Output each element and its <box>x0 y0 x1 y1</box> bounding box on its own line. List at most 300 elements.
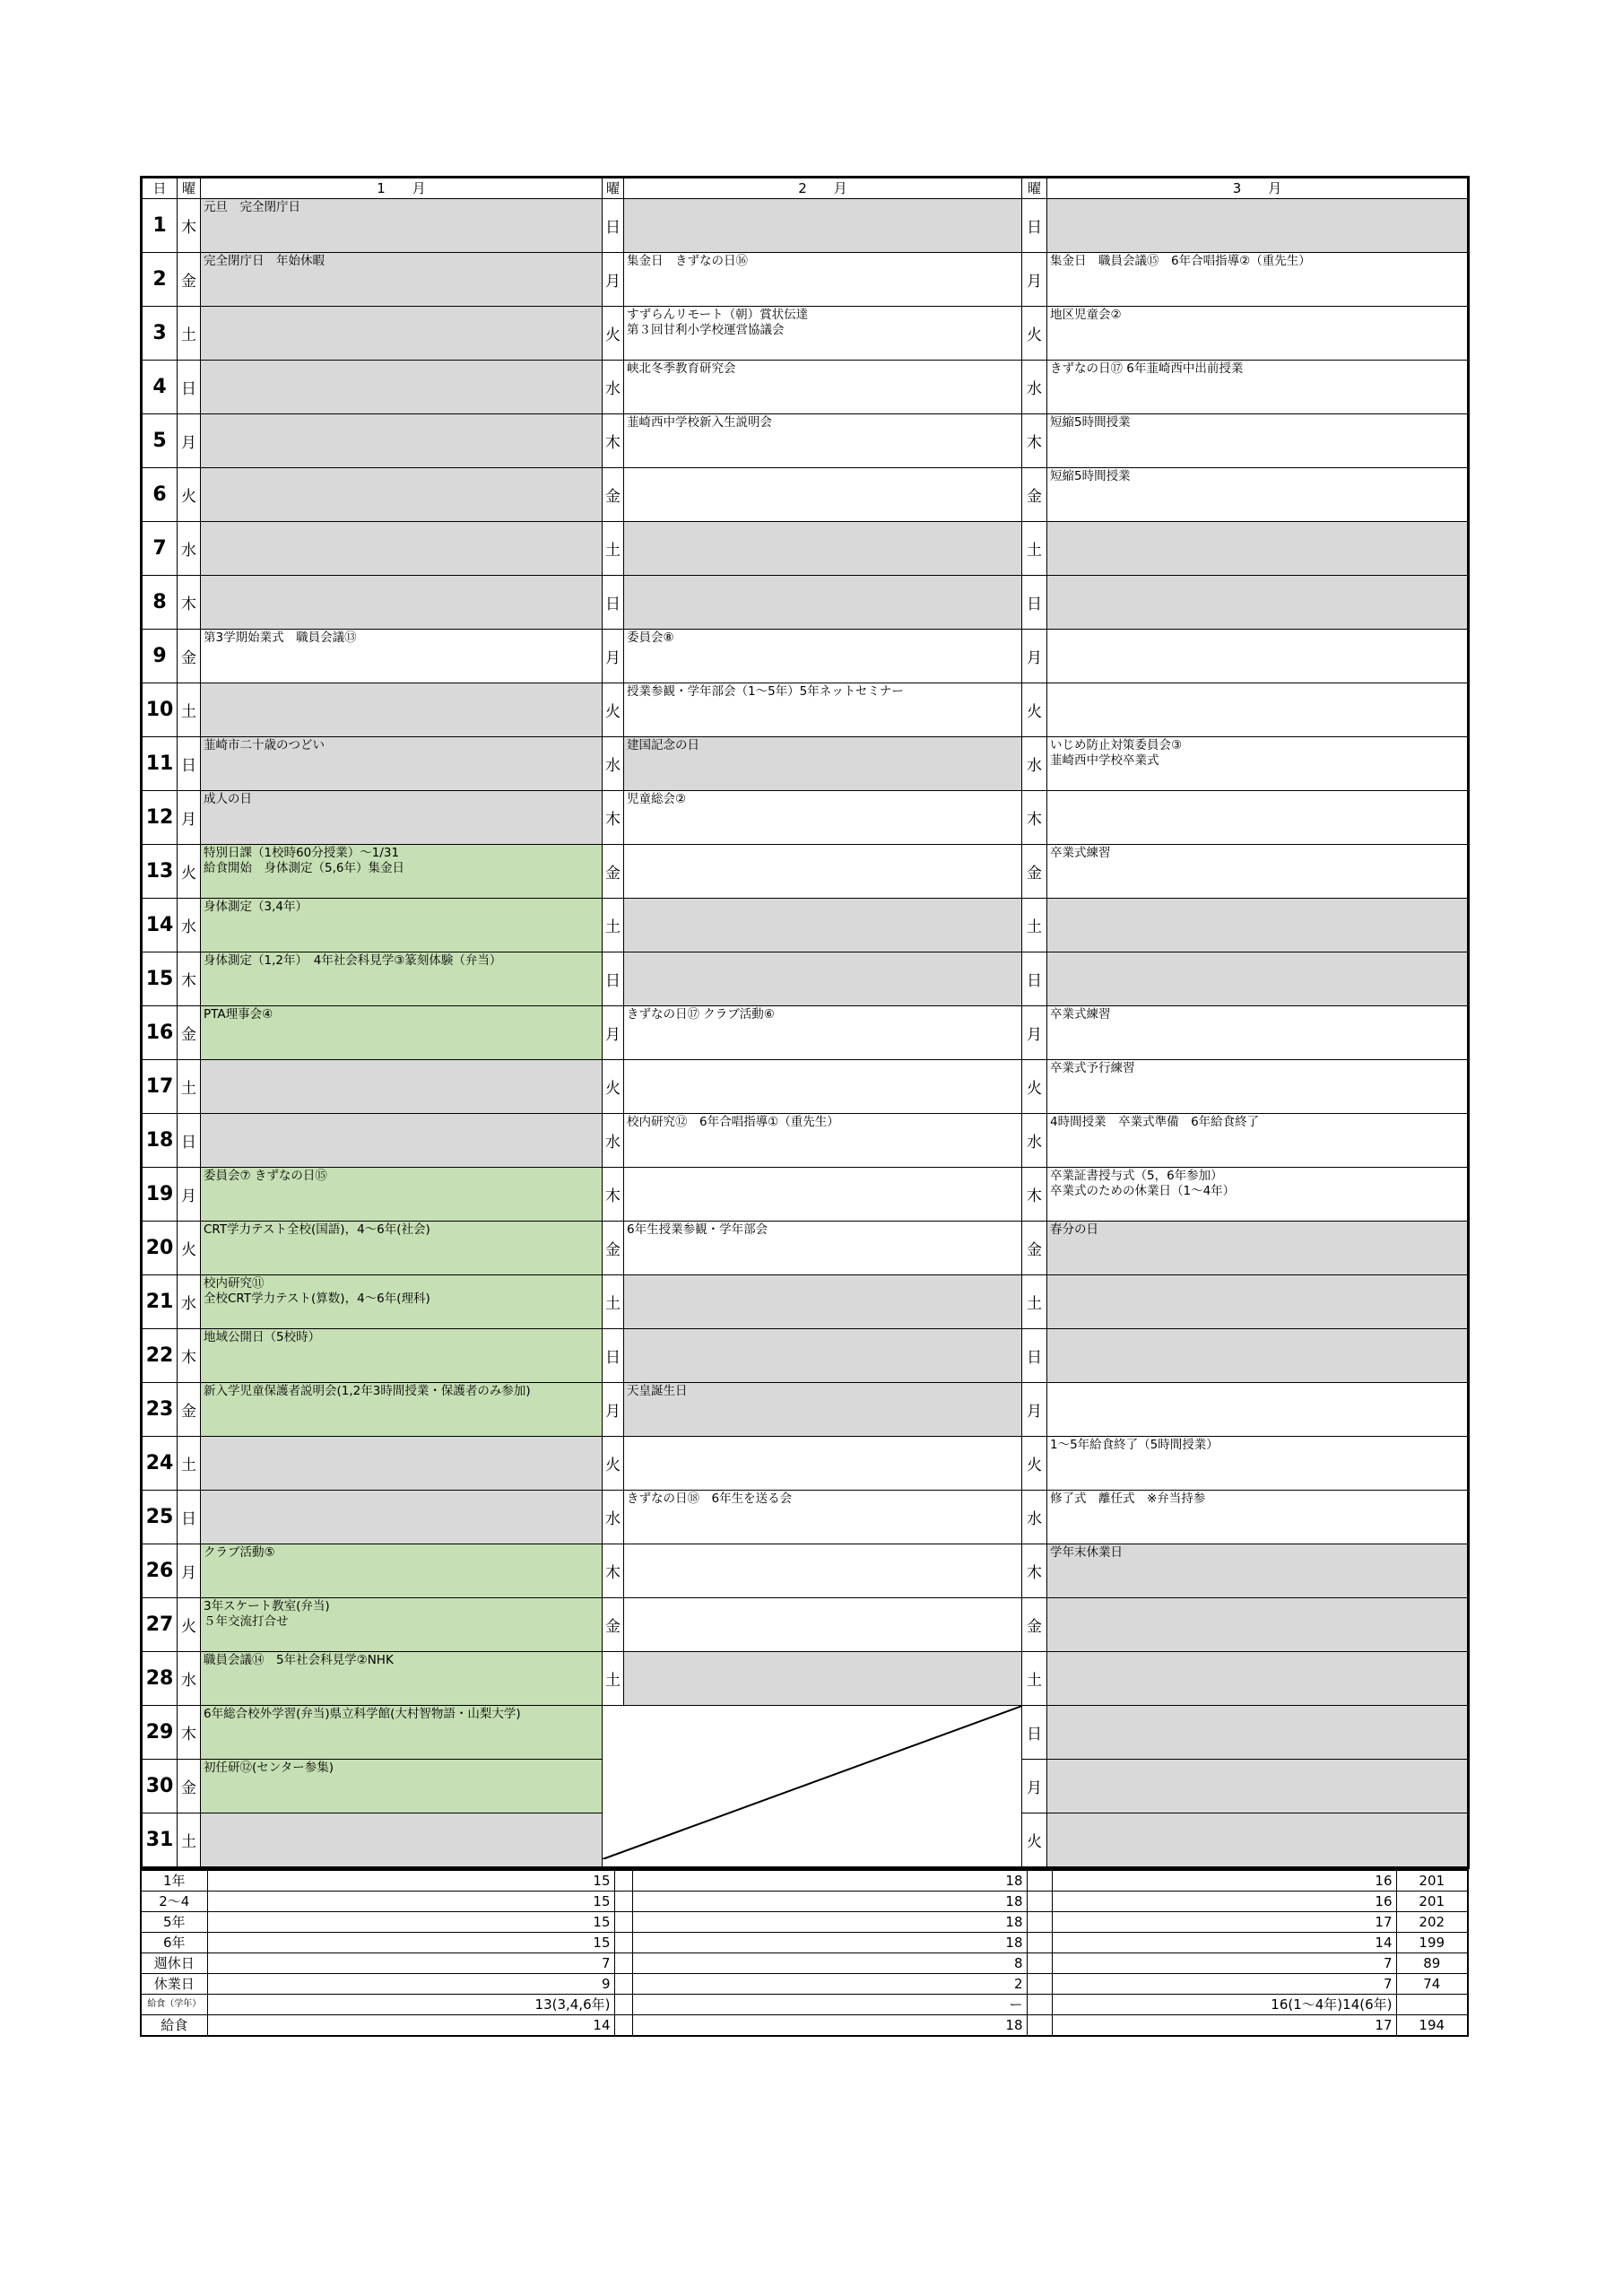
day-row <box>142 1114 1469 1168</box>
january-weekday: 土 <box>178 1813 201 1868</box>
january-events <box>201 791 603 845</box>
february-weekday: 水 <box>603 1491 624 1544</box>
january-weekday: 日 <box>178 737 201 791</box>
summary-row <box>141 1995 1468 2015</box>
january-weekday: 日 <box>178 1114 201 1168</box>
summary-total: 74 <box>1396 1974 1468 1995</box>
summary-label: 1年 <box>141 1870 207 1892</box>
january-weekday: 木 <box>178 1706 201 1760</box>
january-events <box>201 361 603 414</box>
day-row <box>142 253 1469 307</box>
summary-january: 13(3,4,6年) <box>207 1995 614 2015</box>
summary-row <box>141 1912 1468 1933</box>
february-events <box>624 199 1022 253</box>
event-line: 集金日 きずなの日⑯ <box>627 254 748 268</box>
spacer <box>1027 1912 1052 1933</box>
day-number: 8 <box>142 576 178 630</box>
january-weekday: 木 <box>178 952 201 1006</box>
march-weekday: 土 <box>1022 1652 1047 1706</box>
day-row <box>142 1706 1469 1760</box>
event-line: 学年末休業日 <box>1050 1545 1123 1560</box>
event-line: 特別日課（1校時60分授業）～1/31 <box>204 846 400 860</box>
february-weekday: 火 <box>603 307 624 361</box>
day-number: 19 <box>142 1168 178 1222</box>
summary-total: 201 <box>1396 1892 1468 1912</box>
march-events <box>1047 253 1469 307</box>
march-events <box>1047 1006 1469 1060</box>
january-weekday: 日 <box>178 1491 201 1544</box>
event-line: 卒業式練習 <box>1050 1007 1111 1022</box>
calendar-table <box>140 176 1470 1869</box>
header-row <box>142 178 1469 199</box>
event-line: 委員会⑦ きずなの日⑮ <box>204 1169 327 1183</box>
event-line: 韮崎西中学校卒業式 <box>1050 753 1159 768</box>
event-line: 完全閉庁日 年始休暇 <box>204 254 325 268</box>
march-weekday: 木 <box>1022 791 1047 845</box>
march-weekday: 月 <box>1022 630 1047 683</box>
event-line: きずなの日⑰ 6年韮崎西中出前授業 <box>1050 361 1244 376</box>
summary-label: 5年 <box>141 1912 207 1933</box>
january-weekday: 水 <box>178 522 201 576</box>
event-line: 給食開始 身体測定（5,6年）集金日 <box>204 861 404 875</box>
day-number: 28 <box>142 1652 178 1706</box>
event-line: 建国記念の日 <box>627 738 699 752</box>
summary-row <box>141 1933 1468 1953</box>
event-line: 集金日 職員会議⑮ 6年合唱指導②（重先生） <box>1050 254 1311 268</box>
february-weekday: 火 <box>603 683 624 737</box>
march-events <box>1047 468 1469 522</box>
event-line: 全校CRT学力テスト(算数)，4～6年(理科) <box>204 1292 430 1306</box>
february-events <box>624 307 1022 361</box>
february-events <box>624 1437 1022 1491</box>
day-number: 26 <box>142 1544 178 1598</box>
day-row <box>142 522 1469 576</box>
february-weekday: 金 <box>603 845 624 899</box>
february-events <box>624 1060 1022 1114</box>
march-weekday: 金 <box>1022 1222 1047 1275</box>
march-events <box>1047 1706 1469 1760</box>
summary-label: 休業日 <box>141 1974 207 1995</box>
summary-row <box>141 1892 1468 1912</box>
day-row <box>142 1275 1469 1329</box>
day-number: 9 <box>142 630 178 683</box>
march-weekday: 火 <box>1022 307 1047 361</box>
spacer <box>614 2015 632 2037</box>
february-weekday: 土 <box>603 1275 624 1329</box>
february-events <box>624 468 1022 522</box>
march-weekday: 土 <box>1022 522 1047 576</box>
january-events <box>201 683 603 737</box>
february-weekday: 月 <box>603 630 624 683</box>
january-weekday: 月 <box>178 1544 201 1598</box>
day-number: 16 <box>142 1006 178 1060</box>
summary-label: 給食 <box>141 2015 207 2037</box>
january-events <box>201 845 603 899</box>
event-line: 第3学期始業式 職員会議⑬ <box>204 631 357 645</box>
event-line: 職員会議⑭ 5年社会科見学②NHK <box>204 1653 394 1667</box>
summary-january: 15 <box>207 1933 614 1953</box>
summary-march: 17 <box>1052 2015 1396 2037</box>
march-weekday: 水 <box>1022 1491 1047 1544</box>
day-number: 14 <box>142 899 178 952</box>
march-events <box>1047 1491 1469 1544</box>
day-row <box>142 361 1469 414</box>
event-line: きずなの日⑰ クラブ活動⑥ <box>627 1007 775 1022</box>
march-weekday: 水 <box>1022 361 1047 414</box>
spacer <box>1027 1892 1052 1912</box>
january-events <box>201 1652 603 1706</box>
summary-march: 7 <box>1052 1974 1396 1995</box>
february-weekday: 火 <box>603 1437 624 1491</box>
day-row <box>142 630 1469 683</box>
february-events <box>624 1329 1022 1383</box>
day-row <box>142 791 1469 845</box>
event-line: 韮崎市二十歳のつどい <box>204 738 325 752</box>
february-weekday: 月 <box>603 1006 624 1060</box>
spacer <box>614 1933 632 1953</box>
day-number: 11 <box>142 737 178 791</box>
event-line: 初任研⑫(センター参集) <box>204 1761 334 1775</box>
march-weekday: 水 <box>1022 737 1047 791</box>
event-line: 元旦 完全閉庁日 <box>204 200 300 214</box>
january-events <box>201 307 603 361</box>
day-row <box>142 199 1469 253</box>
january-weekday: 金 <box>178 253 201 307</box>
january-events <box>201 737 603 791</box>
march-events <box>1047 1168 1469 1222</box>
event-line: 短縮5時間授業 <box>1050 469 1131 483</box>
summary-january: 15 <box>207 1892 614 1912</box>
march-weekday: 月 <box>1022 1760 1047 1813</box>
march-events <box>1047 791 1469 845</box>
january-weekday: 月 <box>178 414 201 468</box>
day-row <box>142 1652 1469 1706</box>
spacer <box>1027 2015 1052 2037</box>
spacer <box>614 1995 632 2015</box>
march-events <box>1047 522 1469 576</box>
february-events <box>624 576 1022 630</box>
day-number: 15 <box>142 952 178 1006</box>
march-weekday: 火 <box>1022 1060 1047 1114</box>
february-events <box>624 1114 1022 1168</box>
january-weekday: 水 <box>178 1275 201 1329</box>
january-weekday: 日 <box>178 361 201 414</box>
summary-february: 2 <box>632 1974 1027 1995</box>
february-events <box>624 1168 1022 1222</box>
march-weekday: 月 <box>1022 1383 1047 1437</box>
february-events <box>624 845 1022 899</box>
day-header: 日 <box>142 178 178 199</box>
day-number: 17 <box>142 1060 178 1114</box>
day-row <box>142 1222 1469 1275</box>
january-events <box>201 576 603 630</box>
march-events <box>1047 1383 1469 1437</box>
event-line: いじめ防止対策委員会③ <box>1050 738 1183 752</box>
day-row <box>142 414 1469 468</box>
day-number: 2 <box>142 253 178 307</box>
event-line: 委員会⑧ <box>627 631 674 645</box>
march-events <box>1047 199 1469 253</box>
january-events <box>201 414 603 468</box>
january-events <box>201 1060 603 1114</box>
january-weekday: 土 <box>178 1437 201 1491</box>
march-events <box>1047 899 1469 952</box>
january-events <box>201 899 603 952</box>
event-line: 4時間授業 卒業式準備 6年給食終了 <box>1050 1115 1260 1129</box>
february-events <box>624 899 1022 952</box>
summary-total: 89 <box>1396 1953 1468 1974</box>
day-row <box>142 683 1469 737</box>
event-line: 地区児童会② <box>1050 308 1122 322</box>
february-events <box>624 630 1022 683</box>
february-weekday: 水 <box>603 361 624 414</box>
summary-february: 18 <box>632 2015 1027 2037</box>
event-line: CRT学力テスト全校(国語)，4～6年(社会) <box>204 1222 430 1237</box>
summary-label: 6年 <box>141 1933 207 1953</box>
february-weekday: 土 <box>603 522 624 576</box>
mar-dow-header: 曜 <box>1022 178 1047 199</box>
january-events <box>201 1598 603 1652</box>
march-weekday: 日 <box>1022 576 1047 630</box>
event-line: 卒業証書授与式（5，6年参加） <box>1050 1169 1223 1183</box>
calendar-sheet <box>140 176 1467 2033</box>
march-weekday: 月 <box>1022 253 1047 307</box>
event-line: 成人の日 <box>204 792 252 806</box>
event-line: きずなの日⑱ 6年生を送る会 <box>627 1492 793 1506</box>
spacer <box>614 1912 632 1933</box>
january-weekday: 水 <box>178 899 201 952</box>
january-events <box>201 1275 603 1329</box>
day-number: 13 <box>142 845 178 899</box>
summary-row <box>141 2015 1468 2037</box>
event-line: 峡北冬季教育研究会 <box>627 361 736 376</box>
february-weekday: 水 <box>603 1114 624 1168</box>
march-weekday: 火 <box>1022 1813 1047 1868</box>
february-events <box>624 1275 1022 1329</box>
march-events <box>1047 845 1469 899</box>
day-row <box>142 737 1469 791</box>
spacer <box>1027 1933 1052 1953</box>
day-number: 22 <box>142 1329 178 1383</box>
january-events <box>201 630 603 683</box>
march-weekday: 金 <box>1022 845 1047 899</box>
february-weekday: 金 <box>603 1222 624 1275</box>
spacer <box>1027 1995 1052 2015</box>
january-events <box>201 1813 603 1868</box>
february-events <box>624 737 1022 791</box>
january-events <box>201 1706 603 1760</box>
event-line: 身体測定（1,2年） 4年社会科見学③篆刻体験（弁当） <box>204 953 502 968</box>
february-weekday: 金 <box>603 1598 624 1652</box>
february-events <box>624 1491 1022 1544</box>
january-weekday: 土 <box>178 683 201 737</box>
event-line: 身体測定（3,4年） <box>204 900 308 914</box>
event-line: 天皇誕生日 <box>627 1384 688 1398</box>
march-weekday: 月 <box>1022 1006 1047 1060</box>
march-events <box>1047 1437 1469 1491</box>
summary-label: 週休日 <box>141 1953 207 1974</box>
january-weekday: 月 <box>178 1168 201 1222</box>
summary-total: 201 <box>1396 1870 1468 1892</box>
february-weekday: 月 <box>603 253 624 307</box>
march-weekday: 日 <box>1022 952 1047 1006</box>
february-events <box>624 1598 1022 1652</box>
event-line: 新入学児童保護者説明会(1,2年3時間授業・保護者のみ参加) <box>204 1384 531 1398</box>
february-events <box>624 791 1022 845</box>
summary-total: 199 <box>1396 1933 1468 1953</box>
day-number: 24 <box>142 1437 178 1491</box>
january-weekday: 金 <box>178 1760 201 1813</box>
february-weekday: 水 <box>603 737 624 791</box>
feb-dow-header: 曜 <box>603 178 624 199</box>
february-weekday: 木 <box>603 791 624 845</box>
day-row <box>142 1598 1469 1652</box>
summary-january: 15 <box>207 1870 614 1892</box>
day-row <box>142 1491 1469 1544</box>
summary-row <box>141 1953 1468 1974</box>
event-line: 春分の日 <box>1050 1222 1098 1237</box>
march-weekday: 日 <box>1022 199 1047 253</box>
summary-march: 16 <box>1052 1892 1396 1912</box>
summary-row <box>141 1870 1468 1892</box>
february-weekday: 木 <box>603 414 624 468</box>
event-line: 卒業式練習 <box>1050 846 1111 860</box>
march-weekday: 木 <box>1022 1168 1047 1222</box>
day-number: 3 <box>142 307 178 361</box>
event-line: 短縮5時間授業 <box>1050 415 1131 430</box>
january-weekday: 土 <box>178 307 201 361</box>
march-weekday: 金 <box>1022 1598 1047 1652</box>
february-events <box>624 522 1022 576</box>
event-line: PTA理事会④ <box>204 1007 273 1022</box>
day-number: 20 <box>142 1222 178 1275</box>
march-weekday: 土 <box>1022 1275 1047 1329</box>
january-weekday: 金 <box>178 1383 201 1437</box>
day-row <box>142 1329 1469 1383</box>
day-number: 27 <box>142 1598 178 1652</box>
day-row <box>142 468 1469 522</box>
day-row <box>142 576 1469 630</box>
march-weekday: 水 <box>1022 1114 1047 1168</box>
summary-row <box>141 1974 1468 1995</box>
january-events <box>201 1114 603 1168</box>
march-events <box>1047 307 1469 361</box>
january-weekday: 金 <box>178 630 201 683</box>
day-number: 7 <box>142 522 178 576</box>
day-row <box>142 1060 1469 1114</box>
january-weekday: 金 <box>178 1006 201 1060</box>
february-weekday: 日 <box>603 1329 624 1383</box>
event-line: 児童総会② <box>627 792 687 806</box>
february-events <box>624 1222 1022 1275</box>
february-header: 2 月 <box>624 178 1022 199</box>
february-events <box>624 1006 1022 1060</box>
day-number: 23 <box>142 1383 178 1437</box>
event-line: クラブ活動⑤ <box>204 1545 275 1560</box>
day-number: 12 <box>142 791 178 845</box>
january-weekday: 水 <box>178 1652 201 1706</box>
day-number: 1 <box>142 199 178 253</box>
summary-march: 7 <box>1052 1953 1396 1974</box>
january-events <box>201 1222 603 1275</box>
january-events <box>201 1383 603 1437</box>
summary-february: 18 <box>632 1870 1027 1892</box>
march-events <box>1047 1275 1469 1329</box>
march-events <box>1047 737 1469 791</box>
summary-january: 9 <box>207 1974 614 1995</box>
march-header: 3 月 <box>1047 178 1469 199</box>
summary-january: 7 <box>207 1953 614 1974</box>
spacer <box>614 1974 632 1995</box>
summary-january: 15 <box>207 1912 614 1933</box>
february-weekday: 土 <box>603 1652 624 1706</box>
february-events <box>624 253 1022 307</box>
event-line: 地域公開日（5校時） <box>204 1330 321 1344</box>
day-number: 10 <box>142 683 178 737</box>
january-events <box>201 1006 603 1060</box>
dow-header: 曜 <box>178 178 201 199</box>
day-number: 29 <box>142 1706 178 1760</box>
summary-table <box>140 1869 1469 2037</box>
diagonal-line <box>603 1706 1022 1859</box>
january-weekday: 火 <box>178 468 201 522</box>
spacer <box>1027 1974 1052 1995</box>
summary-february: ー <box>632 1995 1027 2015</box>
summary-january: 14 <box>207 2015 614 2037</box>
january-header: 1 月 <box>201 178 603 199</box>
march-events <box>1047 630 1469 683</box>
day-row <box>142 952 1469 1006</box>
summary-february: 8 <box>632 1953 1027 1974</box>
spacer <box>1027 1870 1052 1892</box>
january-weekday: 月 <box>178 791 201 845</box>
spacer <box>614 1892 632 1912</box>
january-events <box>201 1168 603 1222</box>
summary-march: 16 <box>1052 1870 1396 1892</box>
march-events <box>1047 952 1469 1006</box>
day-number: 5 <box>142 414 178 468</box>
summary-march: 14 <box>1052 1933 1396 1953</box>
day-number: 21 <box>142 1275 178 1329</box>
spacer <box>614 1953 632 1974</box>
march-events <box>1047 361 1469 414</box>
event-line: 校内研究⑫ 6年合唱指導①（重先生） <box>627 1115 839 1129</box>
event-line: 卒業式のための休業日（1～4年） <box>1050 1184 1236 1198</box>
day-number: 6 <box>142 468 178 522</box>
day-row <box>142 1168 1469 1222</box>
january-weekday: 木 <box>178 576 201 630</box>
january-weekday: 火 <box>178 1222 201 1275</box>
spacer <box>1027 1953 1052 1974</box>
day-number: 18 <box>142 1114 178 1168</box>
march-events <box>1047 1813 1469 1868</box>
march-events <box>1047 414 1469 468</box>
february-empty-area <box>603 1706 1022 1868</box>
march-weekday: 火 <box>1022 1437 1047 1491</box>
january-events <box>201 199 603 253</box>
january-weekday: 木 <box>178 1329 201 1383</box>
event-line: 修了式 離任式 ※弁当持参 <box>1050 1492 1206 1506</box>
day-number: 25 <box>142 1491 178 1544</box>
day-number: 31 <box>142 1813 178 1868</box>
march-weekday: 日 <box>1022 1706 1047 1760</box>
january-events <box>201 1760 603 1813</box>
january-events <box>201 1437 603 1491</box>
january-events <box>201 952 603 1006</box>
summary-february: 18 <box>632 1912 1027 1933</box>
february-weekday: 月 <box>603 1383 624 1437</box>
day-number: 30 <box>142 1760 178 1813</box>
